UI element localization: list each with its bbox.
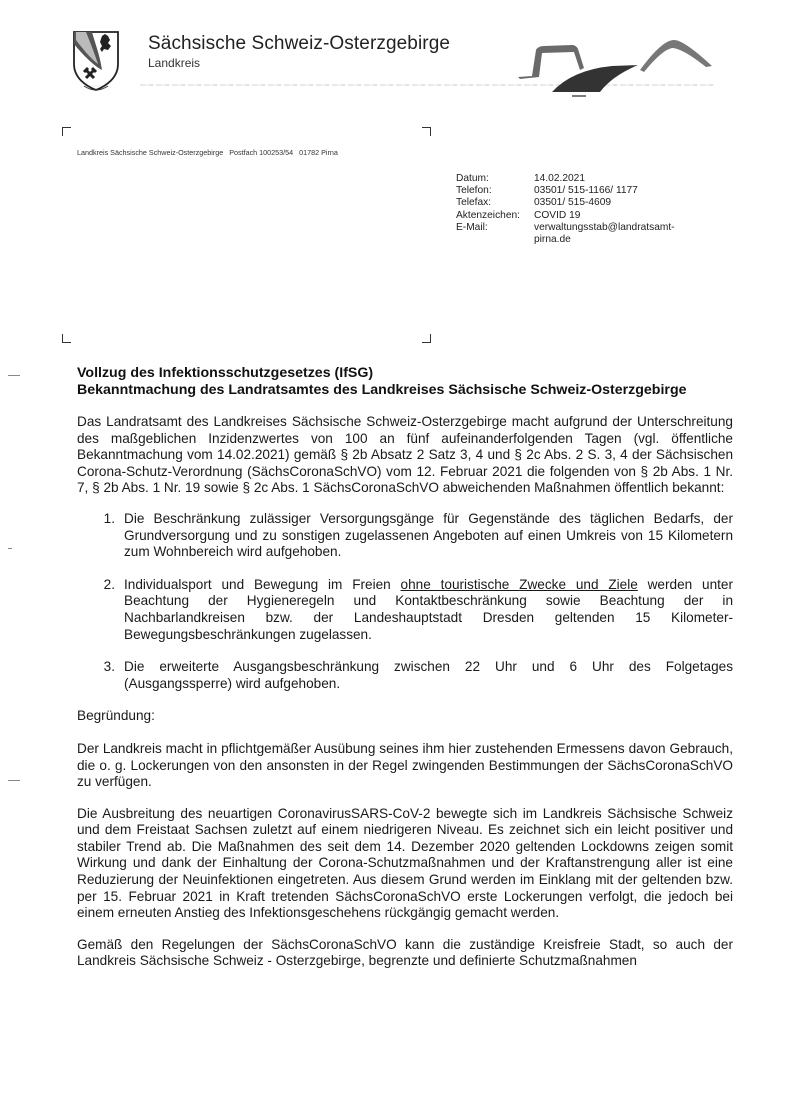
coat-of-arms-icon bbox=[72, 30, 120, 92]
measure-text-part: Individualsport und Bewegung im Freien bbox=[124, 576, 401, 592]
document-subtitle: Bekanntmachung des Landratsamtes des Landkreises Sächsische Schweiz-Osterzgebirge bbox=[77, 382, 687, 398]
org-type: Landkreis bbox=[148, 56, 201, 70]
meta-fax bbox=[456, 197, 704, 209]
landscape-logo-icon bbox=[512, 30, 722, 100]
measure-item bbox=[77, 511, 733, 561]
measure-item bbox=[77, 577, 733, 643]
meta-value: 03501/ 515-4609 bbox=[534, 197, 612, 209]
address-window-corner bbox=[422, 127, 431, 136]
org-name: Sächsische Schweiz-Osterzgebirge bbox=[148, 33, 451, 54]
reasoning-heading: Begründung: bbox=[77, 708, 155, 724]
meta-phone bbox=[456, 185, 704, 197]
reasoning-paragraph: Der Landkreis macht in pflichtgemäßer Ausübung seines ihm hier zustehenden Ermessens davon Gebrauch, die o. g. Lockerungen von den ansonsten in der Regel zwingenden Bestimmungen der SächsCoronaSchVO zu verfügen. bbox=[77, 740, 733, 790]
meta-file-reference bbox=[456, 210, 704, 222]
meta-value: COVID 19 bbox=[534, 209, 581, 221]
address-window-corner bbox=[62, 334, 71, 343]
address-window-corner bbox=[62, 127, 71, 136]
reasoning-paragraph: Die Ausbreitung des neuartigen CoronavirusSARS-CoV-2 bewegte sich im Landkreis Sächsische Schweiz und dem Freistaat Sachsen zuletzt auf einem niedrigeren Niveau. Es zeichnet sich ein leicht positiver und stabiler Trend ab. Die Maßnahmen des seit dem 14. Dezember 2020 geltenden Lockdowns zeigen somit Wirkung und dank der Einhaltung der Corona-Schutzmaßnahmen und der Kraftanstrengung aller ist eine Reduzierung der Neuinfektionen eingetreten. Aus diesem Grund werden im Einklang mit der geltenden bzw. per 15. Februar 2021 in Kraft tretenden SächsCoronaSchVO erste Lockerungen verfolgt, die jedoch bei einem erneuten Anstieg des Infektionsgeschehens rückgängig gemacht werden. bbox=[77, 805, 733, 921]
meta-value: 03501/ 515-1166/ 1177 bbox=[534, 185, 638, 197]
fold-mark bbox=[8, 375, 20, 376]
measure-number: 2. bbox=[103, 576, 115, 592]
meta-label: Telefon: bbox=[456, 185, 492, 197]
meta-date bbox=[456, 173, 704, 185]
measures-list bbox=[77, 511, 733, 692]
meta-label: Datum: bbox=[456, 173, 489, 184]
fold-mark bbox=[8, 780, 20, 781]
meta-label: Telefax: bbox=[456, 197, 492, 209]
letter-meta bbox=[456, 173, 704, 246]
document-body bbox=[77, 365, 733, 970]
measure-text bbox=[124, 577, 733, 643]
address-window-corner bbox=[422, 334, 431, 343]
meta-label: Aktenzeichen: bbox=[456, 209, 520, 221]
punch-mark bbox=[8, 548, 12, 549]
document-title: Vollzug des Infektionsschutzgesetzes (IfSG) bbox=[77, 365, 374, 381]
measure-text: Die Beschränkung zulässiger Versorgungsgänge für Gegenstände des täglichen Bedarfs, der Grundversorgung und zu sonstigen zugelassenen Angeboten auf einen Umkreis von 15 Kilometern zum Wohnbereich wird aufgehoben. bbox=[124, 510, 733, 560]
meta-email-link[interactable]: verwaltungsstab@landratsamt-pirna.de bbox=[534, 221, 675, 246]
measure-number: 1. bbox=[103, 510, 115, 526]
reasoning-paragraph: Gemäß den Regelungen der SächsCoronaSchVO kann die zuständige Kreisfreie Stadt, so auch der Landkreis Sächsische Schweiz - Osterzgebirge, begrenzte und definierte Schutzmaßnahmen bbox=[77, 936, 733, 969]
measure-text: Die erweiterte Ausgangsbeschränkung zwischen 22 Uhr und 6 Uhr des Folgetages (Ausgangssperre) wird aufgehoben. bbox=[124, 659, 733, 691]
meta-value: 14.02.2021 bbox=[534, 173, 585, 184]
measure-item bbox=[77, 659, 733, 692]
intro-paragraph: Das Landratsamt des Landkreises Sächsische Schweiz-Osterzgebirge macht aufgrund der Unterschreitung des maßgeblichen Inzidenzwertes von 100 an fünf aufeinanderfolgenden Tagen (vgl. öffentliche Bekanntmachung vom 14.02.2021) gemäß § 2b Absatz 2 Satz 3, 4 und § 2c Abs. 2 S. 3, 4 der Sächsischen Corona-Schutz-Verordnung (SächsCoronaSchVO) vom 12. Februar 2021 die folgenden von § 2b Abs. 1 Nr. 7, § 2b Abs. 1 Nr. 19 sowie § 2c Abs. 1 SächsCoronaSchVO abweichenden Maßnahmen öffentlich bekannt: bbox=[77, 414, 733, 496]
measure-text-underlined: ohne touristische Zwecke und Ziele bbox=[400, 576, 638, 592]
measure-number: 3. bbox=[103, 659, 115, 675]
sender-return-address: Landkreis Sächsische Schweiz-Osterzgebirge Postfach 100253/54 01782 Pirna bbox=[77, 148, 338, 157]
meta-email bbox=[456, 222, 704, 246]
measure-text-part: werden unter Beachtung der Hygieneregeln und Kontaktbeschränkung sowie Beachtung der in Nachbarlandkreisen bzw. der Landeshauptstadt Dresden geltenden 15 Kilometer-Bewegungsbeschränkungen zugelassen. bbox=[124, 576, 733, 642]
meta-label: E-Mail: bbox=[456, 221, 488, 233]
